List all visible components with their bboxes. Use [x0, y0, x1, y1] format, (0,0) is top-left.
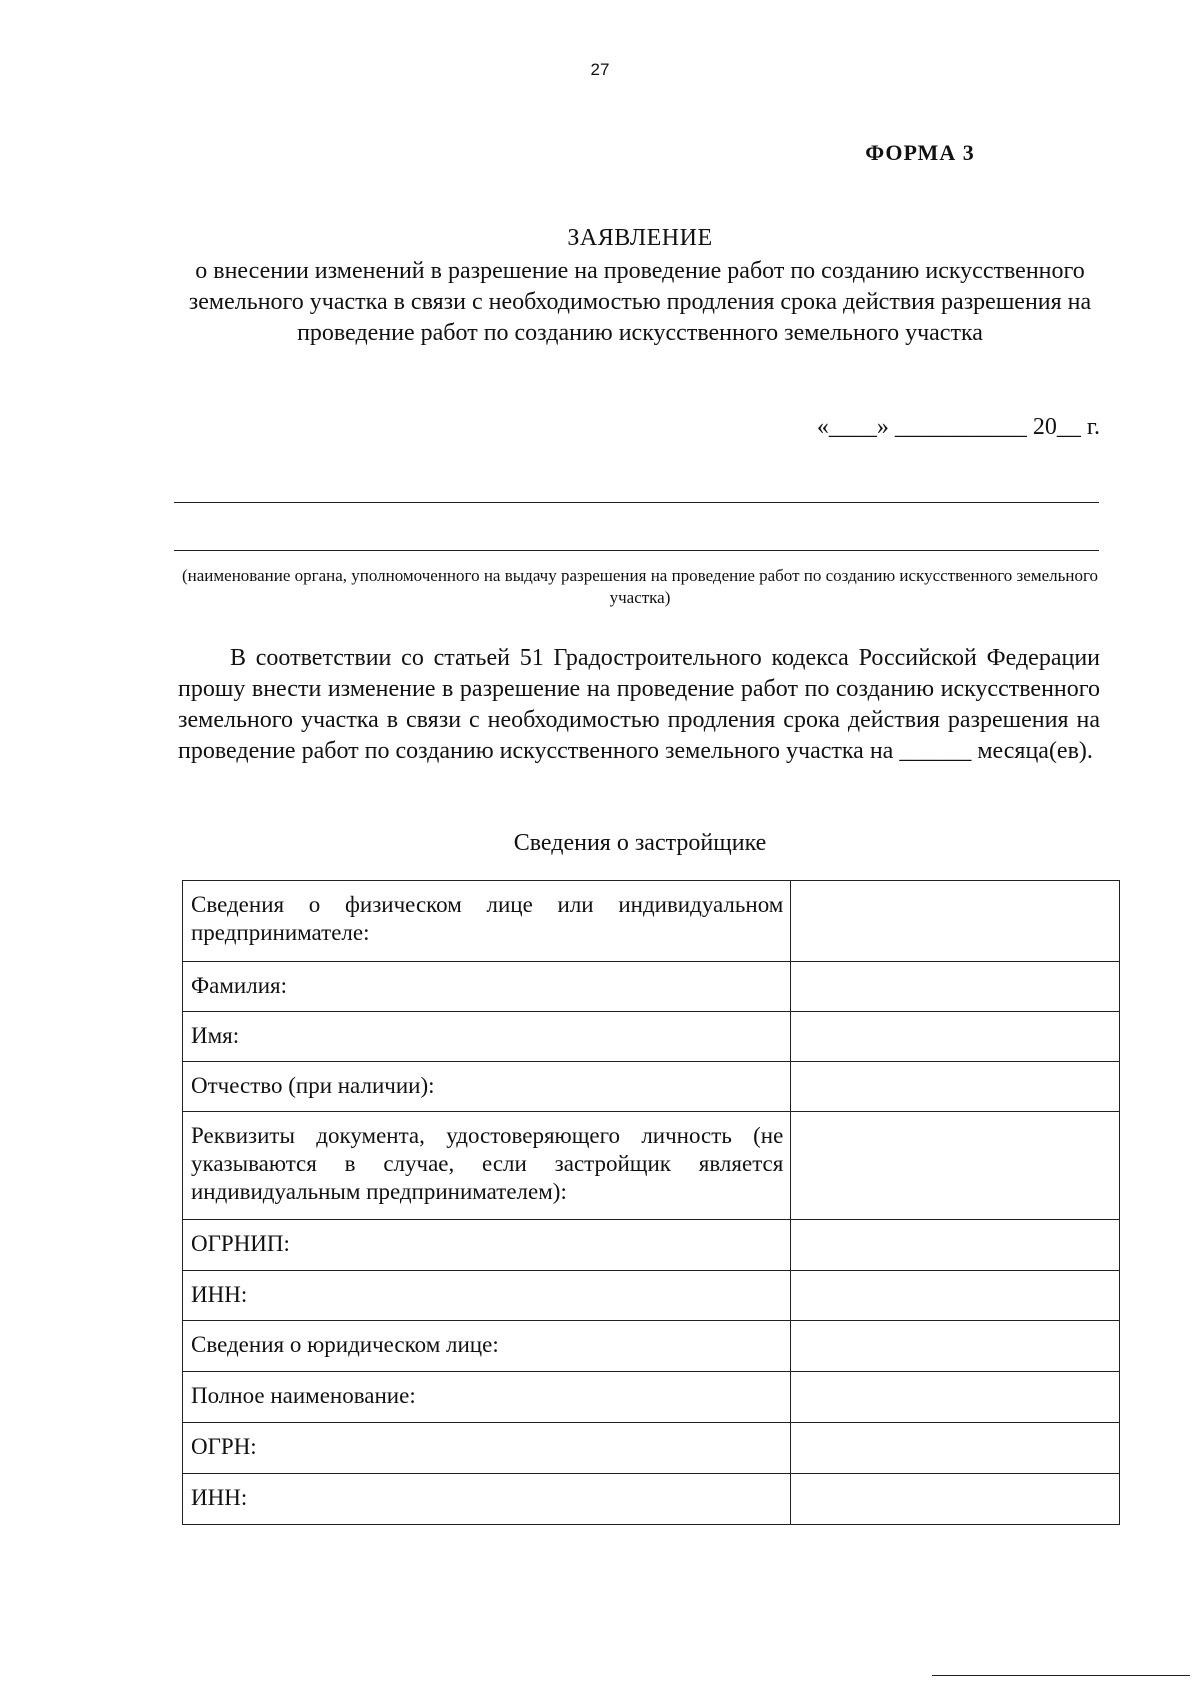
- table-row: [183, 1012, 1120, 1062]
- row-label: Реквизиты документа, удостоверяющего личность (не указываются в случае, если застройщик является индивидуальным предпринимателем):: [183, 1112, 791, 1220]
- section-title: Сведения о застройщике: [513, 830, 767, 856]
- row-label: ОГРН:: [183, 1423, 791, 1474]
- row-value: [791, 1271, 1120, 1321]
- date-line: «____» ___________ 20__ г.: [816, 414, 1100, 440]
- table-row: [183, 1062, 1120, 1112]
- table-row: [183, 1474, 1120, 1525]
- applicant-info-table: [182, 880, 1120, 1525]
- table-row: [183, 962, 1120, 1012]
- table-row: [183, 881, 1120, 962]
- row-label: Сведения о физическом лице или индивидуальном предпринимателе:: [183, 881, 791, 962]
- row-label: Имя:: [183, 1012, 791, 1062]
- row-label: ОГРНИП:: [183, 1220, 791, 1271]
- row-label: Фамилия:: [183, 962, 791, 1012]
- row-value: [791, 1423, 1120, 1474]
- row-label: Отчество (при наличии):: [183, 1062, 791, 1112]
- row-value: [791, 1220, 1120, 1271]
- org-name-blank-line-1: [174, 502, 1099, 503]
- row-label: Полное наименование:: [183, 1372, 791, 1423]
- document-title: ЗАЯВЛЕНИЕ: [567, 225, 713, 251]
- request-paragraph: В соответствии со статьей 51 Градостроительного кодекса Российской Федерации прошу внести изменение в разрешение на проведение работ по созданию искусственного земельного участка в связи с необходимостью продления срока действия разрешения на проведение работ по созданию искусственного земельного участка на ______ месяца(ев).: [178, 645, 1100, 764]
- row-value: [791, 881, 1120, 962]
- row-label: ИНН:: [183, 1271, 791, 1321]
- row-label: Сведения о юридическом лице:: [183, 1321, 791, 1372]
- table-row: [183, 1321, 1120, 1372]
- org-name-blank-line-2: [174, 550, 1099, 551]
- table-row: [183, 1220, 1120, 1271]
- row-value: [791, 1012, 1120, 1062]
- form-label: ФОРМА 3: [865, 140, 975, 165]
- table-row: [183, 1112, 1120, 1220]
- document-subtitle: о внесении изменений в разрешение на проведение работ по созданию искусственного земельного участка в связи с необходимостью продления срока действия разрешения на проведение работ по созданию искусственного земельного участка: [188, 258, 1092, 346]
- footer-rule: [932, 1675, 1190, 1676]
- row-label: ИНН:: [183, 1474, 791, 1525]
- row-value: [791, 1112, 1120, 1220]
- table-row: [183, 1423, 1120, 1474]
- row-value: [791, 1474, 1120, 1525]
- row-value: [791, 962, 1120, 1012]
- page-number: 27: [590, 60, 610, 79]
- row-value: [791, 1062, 1120, 1112]
- row-value: [791, 1321, 1120, 1372]
- table-row: [183, 1372, 1120, 1423]
- row-value: [791, 1372, 1120, 1423]
- org-name-caption: (наименование органа, уполномоченного на выдачу разрешения на проведение работ по созданию искусственного земельного участка): [181, 566, 1099, 607]
- table-row: [183, 1271, 1120, 1321]
